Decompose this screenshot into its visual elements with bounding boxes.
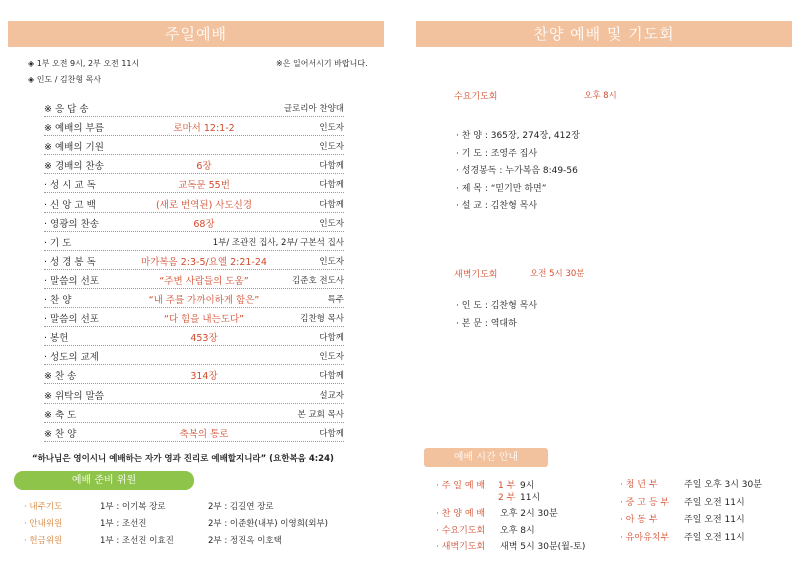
order-row: [44, 213, 344, 232]
order-row: [44, 346, 344, 365]
order-row: [44, 289, 344, 308]
time-name: · 청 년 부: [620, 480, 658, 490]
order-detail: 마가복음 2:3-5/요엘 2:21-24: [141, 256, 267, 268]
order-leader: 본 교회 목사: [297, 409, 344, 420]
order-detail: 453장: [190, 333, 218, 345]
time-name: · 아 동 부: [620, 515, 658, 525]
order-row: [44, 308, 344, 327]
wed-item: · 설 교 : 김찬형 목사: [456, 201, 538, 211]
time-value: 주일 오전 11시: [684, 532, 745, 543]
prep-role: · 헌금위원: [24, 536, 63, 546]
order-label: ※ 찬 송: [44, 371, 77, 383]
order-row: [44, 136, 344, 155]
order-detail: (새로 번역된) 사도신경: [155, 199, 253, 211]
time-name: · 찬 양 예 배: [436, 509, 486, 519]
dawn-title: 새벽기도회: [454, 270, 498, 280]
prep-second: 2부 : 이준환(내부) 이영희(외부): [208, 519, 328, 529]
service-times: ◈ 1부 오전 9시, 2부 오전 11시: [28, 59, 140, 68]
dawn-item: · 인 도 : 김찬형 목사: [456, 301, 538, 311]
order-leader: 다함께: [319, 333, 344, 344]
order-row: [44, 251, 344, 270]
prep-second: 2부 : 김길연 장로: [208, 502, 274, 512]
order-row: [44, 232, 344, 251]
order-leader: 1부/ 조관진 집사, 2부/ 구본석 집사: [212, 237, 344, 248]
wed-time: 오후 8시: [584, 91, 617, 101]
prep-role: · 안내위원: [24, 519, 63, 529]
order-row: [44, 365, 344, 384]
order-detail: 68장: [193, 218, 215, 230]
wed-item: · 찬 양 : 365장, 274장, 412장: [456, 131, 580, 141]
order-row: [44, 174, 344, 193]
order-leader: 인도자: [319, 352, 344, 363]
order-row: [44, 194, 344, 213]
time-value: 주일 오전 11시: [684, 515, 745, 525]
order-label: · 봉헌: [44, 333, 69, 345]
order-leader: 인도자: [319, 123, 344, 134]
order-leader: 특주: [327, 295, 344, 305]
order-leader: 인도자: [319, 218, 344, 229]
right-title-banner: 찬양 예배 및 기도회: [416, 21, 792, 47]
standing-note: ※은 일어서시기 바랍니다.: [276, 59, 368, 68]
order-detail: 교독문 55번: [178, 180, 230, 192]
order-leader: 김찬형 목사: [300, 314, 344, 325]
time-name: · 중 고 등 부: [620, 497, 670, 508]
order-row: [44, 423, 344, 442]
prep-role: · 내주기도: [24, 502, 63, 512]
time-value: 새벽 5시 30분(월-토): [500, 542, 586, 552]
time-name: · 수요기도회: [436, 526, 486, 536]
prep-second: 2부 : 정진옥 이호택: [208, 536, 282, 546]
order-leader: 설교자: [319, 390, 344, 401]
order-label: ※ 위탁의 말씀: [44, 390, 104, 402]
order-label: ※ 예배의 기원: [44, 142, 104, 154]
order-detail: 축복의 통로: [179, 428, 229, 440]
prep-first: 1부 : 조선진: [100, 519, 147, 529]
time-value: 오후 8시: [500, 526, 535, 536]
order-label: ※ 예배의 부름: [44, 123, 104, 135]
order-label: · 성 경 봉 독: [44, 256, 96, 268]
order-detail: 314장: [190, 371, 218, 383]
order-label: · 성도의 교제: [44, 352, 99, 364]
time-value: 오후 2시 30분: [500, 509, 558, 519]
order-row: [44, 117, 344, 136]
order-label: · 찬 양: [44, 295, 72, 306]
prep-committee-title: 예배 준비 위원: [14, 471, 194, 490]
order-row: [44, 385, 344, 404]
order-detail: 로마서 12:1-2: [173, 123, 235, 135]
left-title-banner: 주일예배: [8, 21, 384, 47]
order-leader: 다함께: [319, 180, 344, 191]
order-leader: 다함께: [319, 199, 344, 210]
wed-item: · 제 목 : “믿기만 하면”: [456, 183, 547, 194]
order-row: [44, 404, 344, 423]
order-row: [44, 270, 344, 289]
dawn-time: 오전 5시 30분: [530, 269, 585, 279]
order-row: [44, 155, 344, 174]
order-detail: “주변 사람들의 도움”: [159, 275, 249, 287]
leader-info: ◈ 인도 / 김찬형 목사: [28, 75, 102, 84]
dawn-item: · 본 문 : 역대하: [456, 318, 517, 329]
verse: “하나님은 영이시니 예배하는 자가 영과 진리로 예배할지니라” (요한복음 4:24): [32, 454, 334, 464]
order-leader: 김준호 전도사: [292, 275, 344, 286]
prep-first: 1부 : 이기복 장로: [100, 502, 166, 512]
wed-title: 수요기도회: [454, 92, 498, 102]
order-leader: 인도자: [319, 142, 344, 153]
time-name: · 주 일 예 배: [436, 481, 486, 491]
order-label: · 영광의 찬송: [44, 218, 99, 230]
order-leader: 다함께: [319, 371, 344, 382]
order-label: · 기 도: [44, 237, 72, 249]
time-guide-title: 예배 시간 안내: [424, 448, 548, 467]
order-detail: “다 힘을 내는도다”: [163, 314, 245, 326]
wed-item: · 기 도 : 조영주 집사: [456, 148, 538, 159]
order-divider: [44, 441, 344, 442]
order-label: · 말씀의 선포: [44, 275, 99, 287]
order-label: ※ 찬 양: [44, 428, 77, 440]
time-value: 주일 오전 11시: [684, 497, 745, 508]
order-label: · 신 앙 고 백: [44, 199, 96, 211]
order-leader: 다함께: [319, 161, 344, 172]
order-leader: 글로리아 찬양대: [283, 104, 344, 114]
order-label: · 말씀의 선포: [44, 314, 99, 326]
time-name: · 새벽기도회: [436, 542, 486, 552]
order-detail: 6장: [196, 161, 212, 173]
order-row: [44, 98, 344, 117]
order-leader: 다함께: [319, 428, 344, 439]
time-name: · 유아유치부: [620, 532, 670, 543]
time-part: 2 부: [498, 493, 516, 503]
time-value: 11시: [520, 493, 541, 503]
order-label: · 성 시 교 독: [44, 180, 96, 192]
order-label: ※ 경배의 찬송: [44, 161, 104, 173]
time-part: 1 부: [498, 481, 516, 491]
prep-first: 1부 : 조선진 이효진: [100, 536, 174, 546]
time-value: 주일 오후 3시 30분: [684, 480, 762, 490]
order-detail: “내 주를 가까이하게 함은”: [148, 295, 260, 306]
order-label: ※ 응 답 송: [44, 104, 89, 115]
order-label: ※ 축 도: [44, 409, 77, 421]
time-value: 9시: [520, 481, 535, 491]
order-leader: 인도자: [319, 256, 344, 267]
order-row: [44, 327, 344, 346]
wed-item: · 성경봉독 : 누가복음 8:49-56: [456, 166, 578, 176]
